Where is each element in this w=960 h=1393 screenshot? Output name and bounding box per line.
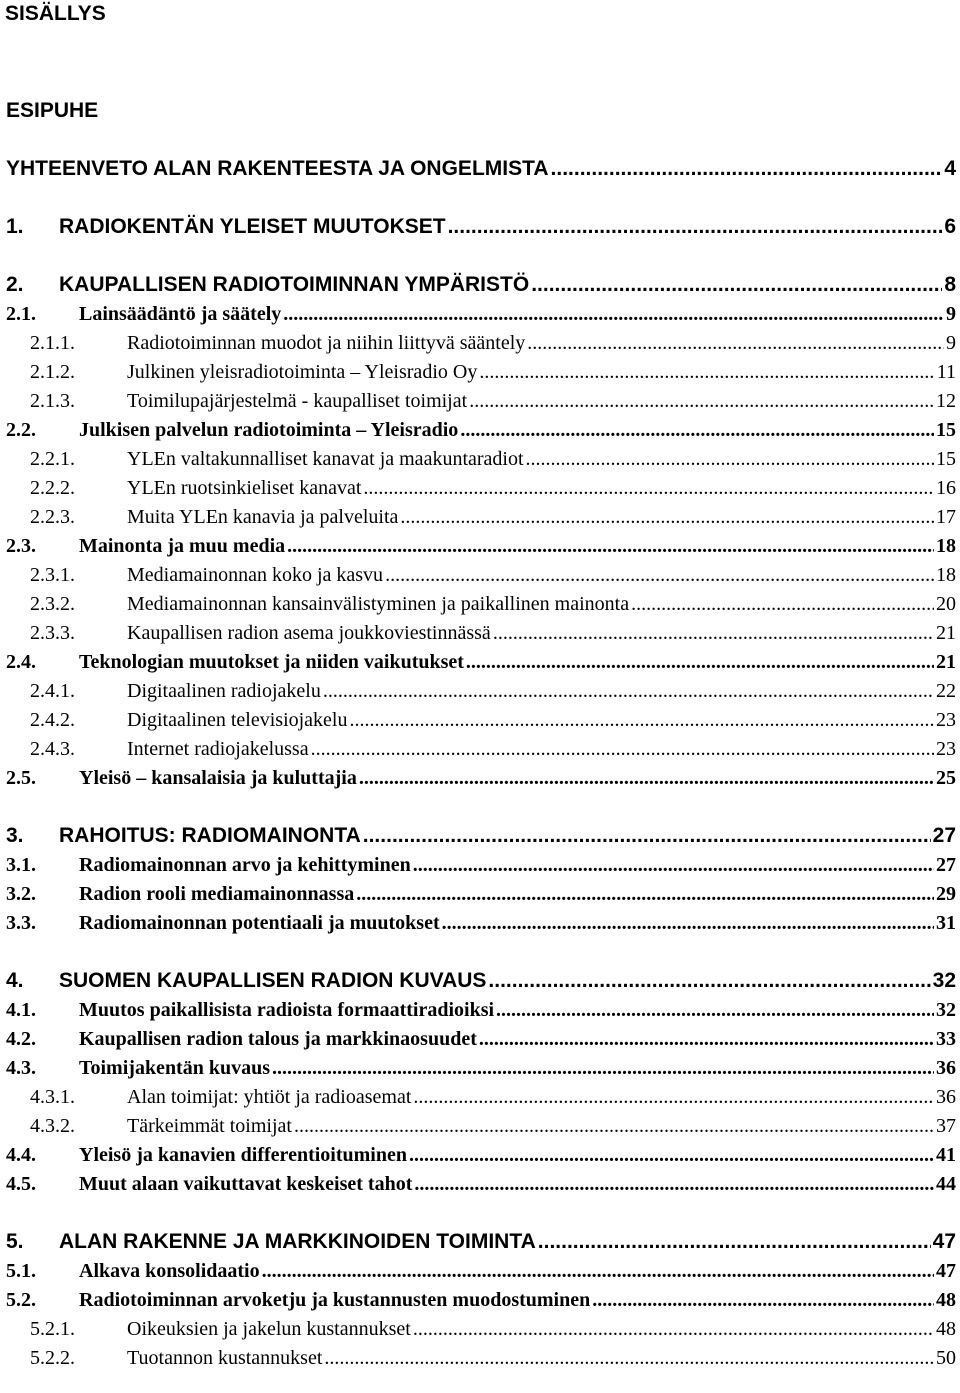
toc-entry[interactable] bbox=[0, 557, 960, 587]
toc-dot-leader bbox=[460, 419, 934, 442]
toc-entry-label: Digitaalinen radiojakelu bbox=[127, 680, 321, 702]
toc-entry[interactable] bbox=[0, 93, 960, 123]
toc-entry-page: 36 bbox=[936, 1086, 956, 1108]
toc-entry[interactable] bbox=[0, 1340, 960, 1370]
toc-entry-page: 41 bbox=[936, 1144, 956, 1166]
toc-entry-page: 27 bbox=[932, 824, 956, 847]
toc-entry-label: Mediamainonnan koko ja kasvu bbox=[127, 564, 384, 586]
toc-dot-leader bbox=[413, 1086, 934, 1109]
toc-entry-number: 2.2.3. bbox=[30, 506, 75, 528]
toc-entry-label: Julkisen palvelun radiotoiminta – Yleisradio bbox=[79, 419, 459, 441]
toc-entry-label: Teknologian muutokset ja niiden vaikutukset bbox=[79, 651, 464, 673]
toc-entry[interactable] bbox=[0, 354, 960, 384]
toc-dot-leader bbox=[413, 854, 934, 877]
toc-dot-leader bbox=[448, 215, 943, 239]
toc-entry-label: Yleisö ja kanavien differentioituminen bbox=[79, 1144, 407, 1166]
toc-entry-page: 18 bbox=[936, 564, 956, 586]
toc-entry-label: Yleisö – kansalaisia ja kuluttajia bbox=[79, 767, 357, 789]
toc-entry[interactable] bbox=[0, 1108, 960, 1138]
toc-entry-page: 20 bbox=[936, 593, 956, 615]
toc-dot-leader bbox=[294, 1115, 934, 1138]
toc-entry-number: 4.3.1. bbox=[30, 1086, 75, 1108]
toc-entry-page: 22 bbox=[936, 680, 956, 702]
toc-entry-label: Tärkeimmät toimijat bbox=[127, 1115, 292, 1137]
toc-entry-number: 5.2. bbox=[6, 1289, 36, 1311]
toc-dot-leader bbox=[631, 593, 934, 616]
toc-entry[interactable] bbox=[0, 702, 960, 732]
toc-dot-leader bbox=[287, 535, 934, 558]
toc-entry-label: Radiotoiminnan arvoketju ja kustannusten muodostuminen bbox=[79, 1289, 591, 1311]
toc-entry-page: 31 bbox=[936, 912, 956, 934]
toc-entry-page: 4 bbox=[944, 157, 956, 180]
toc-entry-number: 2.4.2. bbox=[30, 709, 75, 731]
toc-dot-leader bbox=[493, 622, 934, 645]
toc-entry-page: 18 bbox=[936, 535, 956, 557]
toc-entry-page: 23 bbox=[936, 738, 956, 760]
toc-entry[interactable] bbox=[0, 1137, 960, 1167]
toc-entry-page: 47 bbox=[932, 1230, 956, 1253]
toc-entry-number: 2.5. bbox=[6, 767, 36, 789]
toc-entry[interactable] bbox=[0, 1166, 960, 1196]
toc-entry[interactable] bbox=[0, 818, 960, 848]
toc-dot-leader bbox=[363, 477, 934, 500]
toc-entry-label: Muita YLEn kanavia ja palveluita bbox=[127, 506, 399, 528]
toc-entry-number: 1. bbox=[6, 215, 24, 238]
toc-entry-label: Kaupallisen radion asema joukkoviestinnässä bbox=[127, 622, 491, 644]
toc-entry[interactable] bbox=[0, 441, 960, 471]
toc-entry-number: 2.1.2. bbox=[30, 361, 75, 383]
toc-entry-page: 32 bbox=[932, 969, 956, 992]
toc-entry[interactable] bbox=[0, 209, 960, 239]
toc-entry-number: 2. bbox=[6, 273, 24, 296]
toc-entry-number: 4.2. bbox=[6, 1028, 36, 1050]
toc-entry-label: Alkava konsolidaatio bbox=[79, 1260, 260, 1282]
toc-dot-leader bbox=[526, 448, 934, 471]
toc-entry[interactable] bbox=[0, 1021, 960, 1051]
toc-entry-label: Mainonta ja muu media bbox=[79, 535, 286, 557]
toc-entry-number: 4.1. bbox=[6, 999, 36, 1021]
toc-entry-label: Internet radiojakelussa bbox=[127, 738, 309, 760]
toc-dot-leader bbox=[527, 332, 944, 355]
toc-entry[interactable] bbox=[0, 1311, 960, 1341]
toc-entry-number: 3.3. bbox=[6, 912, 36, 934]
toc-entry-page: 21 bbox=[936, 622, 956, 644]
toc-entry-label: Alan toimijat: yhtiöt ja radioasemat bbox=[127, 1086, 412, 1108]
toc-entry[interactable] bbox=[0, 905, 960, 935]
toc-entry-number: 3.1. bbox=[6, 854, 36, 876]
toc-dot-leader bbox=[414, 1173, 934, 1196]
toc-entry[interactable] bbox=[0, 1079, 960, 1109]
toc-dot-leader bbox=[469, 390, 934, 413]
toc-entry-page: 48 bbox=[936, 1289, 956, 1311]
toc-entry[interactable] bbox=[0, 383, 960, 413]
toc-entry[interactable] bbox=[0, 847, 960, 877]
toc-entry-number: 2.4.1. bbox=[30, 680, 75, 702]
toc-entry-label: YHTEENVETO ALAN RAKENTEESTA JA ONGELMISTA bbox=[6, 157, 549, 180]
toc-entry-label: Muutos paikallisista radioista formaattiradioiksi bbox=[79, 999, 495, 1021]
toc-entry-number: 2.4. bbox=[6, 651, 36, 673]
toc-entry-page: 23 bbox=[936, 709, 956, 731]
toc-entry[interactable] bbox=[0, 528, 960, 558]
toc-entry-number: 5.1. bbox=[6, 1260, 36, 1282]
toc-entry-number: 2.1.3. bbox=[30, 390, 75, 412]
toc-entry-page: 15 bbox=[936, 419, 956, 441]
toc-entry[interactable] bbox=[0, 876, 960, 906]
toc-entry-number: 5.2.1. bbox=[30, 1318, 75, 1340]
toc-entry-label: Radiomainonnan potentiaali ja muutokset bbox=[79, 912, 440, 934]
toc-entry-page: 29 bbox=[936, 883, 956, 905]
toc-entry[interactable] bbox=[0, 325, 960, 355]
toc-entry[interactable] bbox=[0, 1282, 960, 1312]
toc-entry[interactable] bbox=[0, 267, 960, 297]
toc-entry-number: 3. bbox=[6, 824, 24, 847]
toc-entry-label: Digitaalinen televisiojakelu bbox=[127, 709, 348, 731]
toc-entry-label: Tuotannon kustannukset bbox=[127, 1347, 323, 1369]
toc-entry-page: 17 bbox=[936, 506, 956, 528]
toc-entry-label: Radiotoiminnan muodot ja niihin liittyvä sääntely bbox=[127, 332, 526, 354]
toc-entry-label: Mediamainonnan kansainvälistyminen ja paikallinen mainonta bbox=[127, 593, 630, 615]
toc-entry-page: 16 bbox=[936, 477, 956, 499]
toc-entry[interactable] bbox=[0, 731, 960, 761]
toc-entry-number: 2.3.3. bbox=[30, 622, 75, 644]
toc-entry[interactable] bbox=[0, 673, 960, 703]
toc-dot-leader bbox=[488, 969, 930, 993]
toc-entry[interactable] bbox=[0, 499, 960, 529]
toc-entry-label: Radiomainonnan arvo ja kehittyminen bbox=[79, 854, 411, 876]
toc-dot-leader bbox=[385, 564, 934, 587]
toc-entry-label: KAUPALLISEN RADIOTOIMINNAN YMPÄRISTÖ bbox=[59, 273, 530, 296]
toc-entry-page: 32 bbox=[936, 999, 956, 1021]
toc-entry-page: 9 bbox=[946, 303, 956, 325]
toc-dot-leader bbox=[531, 273, 942, 297]
toc-entry-number: 2.3. bbox=[6, 535, 36, 557]
toc-dot-leader bbox=[442, 912, 934, 935]
toc-entry[interactable] bbox=[0, 151, 960, 181]
toc-entry-number: 2.2.1. bbox=[30, 448, 75, 470]
toc-entry[interactable] bbox=[0, 296, 960, 326]
toc-dot-leader bbox=[356, 883, 934, 906]
toc-entry-page: 9 bbox=[946, 332, 956, 354]
toc-dot-leader bbox=[350, 709, 935, 732]
toc-entry[interactable] bbox=[0, 1050, 960, 1080]
toc-entry-number: 4.5. bbox=[6, 1173, 36, 1195]
toc-entry-page: 33 bbox=[936, 1028, 956, 1050]
toc-dot-leader bbox=[283, 303, 944, 326]
toc-entry-page: 6 bbox=[944, 215, 956, 238]
toc-entry[interactable] bbox=[0, 644, 960, 674]
toc-entry[interactable] bbox=[0, 412, 960, 442]
toc-entry-page: 48 bbox=[936, 1318, 956, 1340]
toc-entry-label: Toimilupajärjestelmä - kaupalliset toimijat bbox=[127, 390, 468, 412]
toc-entry-page: 44 bbox=[936, 1173, 956, 1195]
toc-entry-label: Radion rooli mediamainonnassa bbox=[79, 883, 355, 905]
toc-title: SISÄLLYS bbox=[5, 2, 106, 25]
toc-dot-leader bbox=[551, 157, 943, 181]
toc-entry-page: 8 bbox=[944, 273, 956, 296]
toc-entry-number: 2.4.3. bbox=[30, 738, 75, 760]
toc-entry-number: 2.2.2. bbox=[30, 477, 75, 499]
toc-entry-page: 25 bbox=[936, 767, 956, 789]
toc-entry-label: ESIPUHE bbox=[6, 99, 99, 122]
toc-entry-label: YLEn ruotsinkieliset kanavat bbox=[127, 477, 362, 499]
toc-entry-number: 5.2.2. bbox=[30, 1347, 75, 1369]
toc-dot-leader bbox=[479, 361, 934, 384]
toc-entry-label: RAHOITUS: RADIOMAINONTA bbox=[59, 824, 361, 847]
toc-entry-page: 21 bbox=[936, 651, 956, 673]
toc-entry-label: Toimijakentän kuvaus bbox=[79, 1057, 270, 1079]
toc-entry-number: 3.2. bbox=[6, 883, 36, 905]
toc-dot-leader bbox=[400, 506, 934, 529]
toc-entry-number: 4.4. bbox=[6, 1144, 36, 1166]
toc-dot-leader bbox=[323, 680, 934, 703]
toc-entry-number: 2.3.2. bbox=[30, 593, 75, 615]
toc-entry[interactable] bbox=[0, 586, 960, 616]
toc-entry-page: 11 bbox=[936, 361, 956, 383]
toc-entry-label: Lainsäädäntö ja säätely bbox=[79, 303, 282, 325]
toc-entry-page: 15 bbox=[936, 448, 956, 470]
toc-dot-leader bbox=[409, 1144, 934, 1167]
toc-entry-page: 36 bbox=[936, 1057, 956, 1079]
toc-entry[interactable] bbox=[0, 615, 960, 645]
toc-entry-label: SUOMEN KAUPALLISEN RADION KUVAUS bbox=[59, 969, 487, 992]
toc-dot-leader bbox=[592, 1289, 934, 1312]
toc-entry-label: ALAN RAKENNE JA MARKKINOIDEN TOIMINTA bbox=[59, 1230, 536, 1253]
toc-entry-label: RADIOKENTÄN YLEISET MUUTOKSET bbox=[59, 215, 446, 238]
toc-entry[interactable] bbox=[0, 992, 960, 1022]
toc-dot-leader bbox=[311, 738, 934, 761]
toc-entry-number: 2.1.1. bbox=[30, 332, 75, 354]
toc-entry-label: Julkinen yleisradiotoiminta – Yleisradio Oy bbox=[127, 361, 478, 383]
toc-entry[interactable] bbox=[0, 760, 960, 790]
toc-dot-leader bbox=[359, 767, 934, 790]
toc-entry-page: 37 bbox=[936, 1115, 956, 1137]
toc-entry-page: 47 bbox=[936, 1260, 956, 1282]
toc-dot-leader bbox=[262, 1260, 934, 1283]
toc-entry[interactable] bbox=[0, 470, 960, 500]
toc-entry-number: 4. bbox=[6, 969, 24, 992]
toc-entry-number: 2.1. bbox=[6, 303, 36, 325]
toc-entry-number: 4.3. bbox=[6, 1057, 36, 1079]
toc-dot-leader bbox=[479, 1028, 934, 1051]
toc-entry-label: YLEn valtakunnalliset kanavat ja maakuntaradiot bbox=[127, 448, 524, 470]
toc-entry-page: 12 bbox=[936, 390, 956, 412]
toc-entry-page: 27 bbox=[936, 854, 956, 876]
toc-entry[interactable] bbox=[0, 963, 960, 993]
toc-entry-number: 5. bbox=[6, 1230, 24, 1253]
toc-entry[interactable] bbox=[0, 1253, 960, 1283]
toc-entry-number: 2.3.1. bbox=[30, 564, 75, 586]
toc-entry-page: 50 bbox=[936, 1347, 956, 1369]
toc-dot-leader bbox=[466, 651, 934, 674]
toc-entry-number: 4.3.2. bbox=[30, 1115, 75, 1137]
toc-dot-leader bbox=[324, 1347, 934, 1370]
toc-dot-leader bbox=[496, 999, 934, 1022]
toc-entry-label: Muut alaan vaikuttavat keskeiset tahot bbox=[79, 1173, 413, 1195]
toc-dot-leader bbox=[272, 1057, 934, 1080]
toc-entry-label: Kaupallisen radion talous ja markkinaosuudet bbox=[79, 1028, 477, 1050]
toc-entry-number: 2.2. bbox=[6, 419, 36, 441]
toc-entry[interactable] bbox=[0, 1224, 960, 1254]
toc-dot-leader bbox=[413, 1318, 934, 1341]
toc-dot-leader bbox=[538, 1230, 931, 1254]
toc-dot-leader bbox=[363, 824, 931, 848]
toc-entry-label: Oikeuksien ja jakelun kustannukset bbox=[127, 1318, 411, 1340]
